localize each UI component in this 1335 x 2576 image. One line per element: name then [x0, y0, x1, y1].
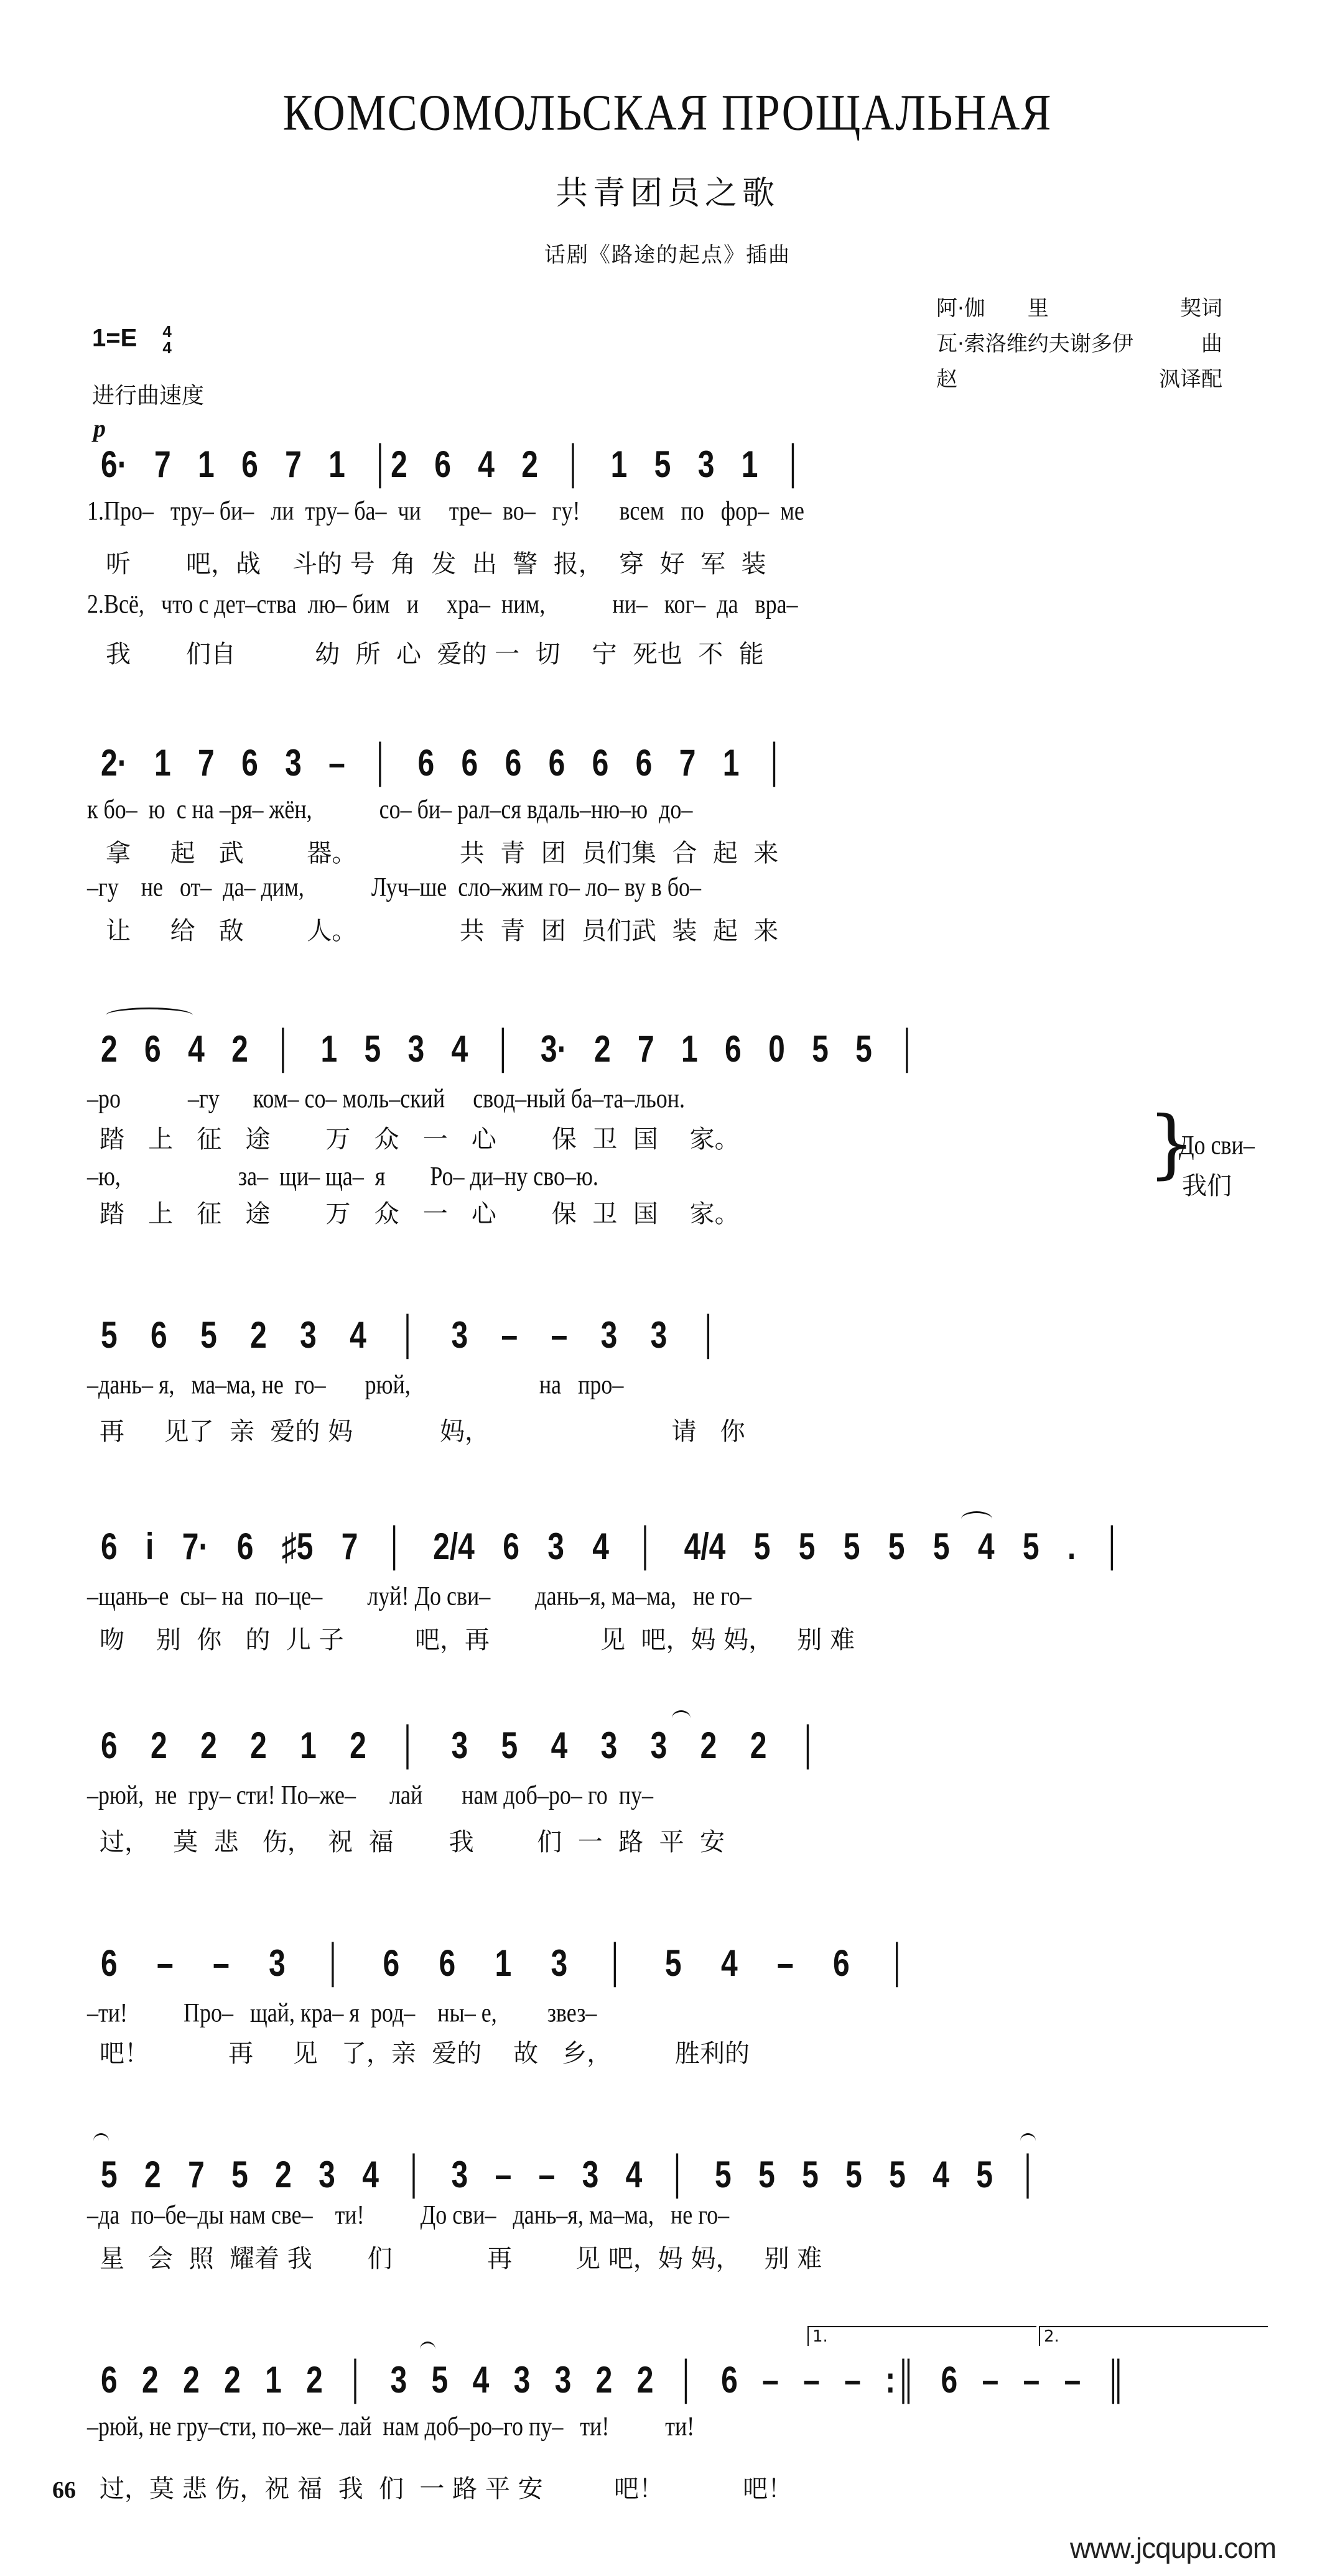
- score-system-2: [87, 740, 1288, 976]
- lyric-zh: 再 见了 亲 爱的 妈 妈， 请 你: [100, 1417, 745, 1446]
- credit-role: 曲: [1201, 331, 1222, 356]
- credit-lyricist: [936, 291, 1222, 327]
- score-system-6: [87, 1704, 1288, 1866]
- song-source: 话剧《路途的起点》插曲: [544, 243, 791, 267]
- credit-composer: [936, 327, 1222, 362]
- credit-name: 阿·伽 里: [936, 296, 1049, 321]
- notes-line: 2· 1 7 6 3 – │ 6 6 6 6 6 6 7 1 │: [101, 743, 785, 784]
- credit-role: 沨译配: [1159, 367, 1222, 392]
- lyric-zh: 吻 别 你 的 儿 子 吧，再 见 吧，妈 妈， 别 难: [100, 1626, 855, 1654]
- song-subtitle: 共青团员之歌: [555, 175, 779, 212]
- lyric-verse2-ru: 2.Всё, что с дет–ства лю– бим и хра– ним, ни– ког– да вра–: [87, 589, 798, 619]
- lyric-verse2-zh: 我 们自 幼 所 心 爱的 一 切 宁 死也 不 能: [106, 640, 764, 669]
- page-number: 66: [52, 2477, 76, 2503]
- key-label: 1=E: [92, 324, 137, 352]
- score-system-9: [87, 2326, 1288, 2513]
- lyric-verse1-ru: 1.Про– тру– би– ли тру– ба– чи тре– во– гу! всем по фор– ме: [87, 496, 804, 526]
- lyric-verse1-zh: 踏 上 征 途 万 众 一 心 保 卫 国 家。: [100, 1125, 740, 1154]
- lyric-verse1-ru: к бо– ю с на –ря– жён, со– би– рал–ся вдаль–ню–ю до–: [87, 794, 693, 824]
- brace-text-ru: До сви–: [1179, 1130, 1255, 1160]
- credit-role: 契词: [1180, 296, 1222, 321]
- lyric-zh: 过， 莫 悲 伤， 祝 福 我 们 一 路 平 安: [100, 1828, 725, 1856]
- notes-line: 6 i 7· 6 ♯5 7 │ 2/4 6 3 4 │ 4/4 5 5 5 5 5 4 5 . │: [101, 1526, 1123, 1568]
- time-bottom: 4: [162, 338, 172, 357]
- watermark: www.jcqupu.com: [1070, 2532, 1277, 2564]
- lyric-verse2-ru: –ю, за– щи– ща– я Ро– ди–ну сво–ю.: [87, 1161, 598, 1191]
- key-signature: [92, 323, 172, 356]
- tempo-marking: 进行曲速度: [92, 383, 205, 409]
- score-system-1: [87, 442, 1288, 690]
- lyric-ru: –рюй, не гру– сти! По–же– лай нам доб–ро– го пу–: [87, 1780, 654, 1810]
- slur: [106, 1008, 193, 1023]
- credit-name: 瓦·索洛维约夫谢多伊: [936, 331, 1133, 356]
- notes-line: 5 6 5 2 3 4 │ 3 – – 3 3 │: [101, 1315, 719, 1356]
- lyric-verse1-ru: –ро –гу ком– со– моль–ский свод–ный ба–та–льон.: [87, 1083, 686, 1113]
- credit-name: 赵: [936, 367, 957, 392]
- score-system-3: [87, 1008, 1288, 1269]
- slur: [961, 1511, 992, 1527]
- brace: }: [1148, 1101, 1196, 1187]
- lyric-verse2-zh: 踏 上 征 途 万 众 一 心 保 卫 国 家。: [100, 1200, 740, 1228]
- slur: [672, 1710, 691, 1726]
- time-top: 4: [162, 322, 172, 341]
- credits: [936, 291, 1222, 397]
- score-system-5: [87, 1505, 1288, 1667]
- lyric-verse2-zh: 让 给 敌 人。 共 青 团 员们武 装 起 来: [106, 917, 779, 945]
- brace-text-zh: 我们: [1182, 1172, 1232, 1200]
- lyric-ru: –да по–бе–ды нам све– ти! До сви– дань–я, ма–ма, не го–: [87, 2200, 730, 2230]
- notes-line: 6 – – 3 │ 6 6 1 3 │ 5 4 – 6 │: [101, 1943, 908, 1985]
- slur: [93, 2133, 109, 2149]
- time-signature: [162, 323, 171, 356]
- slur: [420, 2342, 435, 2357]
- score-system-7: [87, 1928, 1288, 2090]
- song-title: КОМСОМОЛЬСКАЯ ПРОЩАЛЬНАЯ: [282, 83, 1053, 141]
- lyric-ru: –рюй, не гру–сти, по–же– лай нам доб–ро–го пу– ти! ти!: [87, 2411, 695, 2441]
- volta-1: 1.: [807, 2326, 1036, 2346]
- lyric-verse1-zh: 拿 起 武 器。 共 青 团 员们集 合 起 来: [106, 839, 779, 868]
- lyric-zh: 过，莫 悲 伤，祝 福 我 们 一 路 平 安 吧！ 吧！: [100, 2475, 793, 2503]
- lyric-zh: 吧！ 再 见 了，亲 爱的 故 乡， 胜利的: [100, 2039, 750, 2068]
- lyric-verse2-ru: –гу не от– да– дим, Луч–ше сло–жим го– ло– ву в бо–: [87, 872, 702, 902]
- lyric-verse1-zh: 听 吧，战 斗的 号 角 发 出 警 报， 穿 好 军 装: [106, 550, 766, 578]
- notes-line: 6 2 2 2 1 2 │ 3 5 4 3 3 2 2 │: [101, 1725, 819, 1767]
- dynamic-marking: p: [93, 414, 106, 442]
- credit-translator: [936, 362, 1222, 397]
- slur: [1020, 2133, 1036, 2149]
- notes-line: 6· 7 1 6 7 1 │2 6 4 2 │ 1 5 3 1 │: [101, 444, 804, 486]
- notes-line: 5 2 7 5 2 3 4 │ 3 – – 3 4 │ 5 5 5 5 5 4 5 │: [101, 2154, 1039, 2196]
- lyric-ru: –дань– я, ма–ма, не го– рюй, на про–: [87, 1369, 624, 1399]
- notes-line: 6 2 2 2 1 2 │ 3 5 4 3 3 2 2 │ 6 – – – :║ 6 – – – ║: [101, 2360, 1127, 2401]
- lyric-ru: –щань–е сы– на по–це– луй! До сви– дань–я, ма–ма, не го–: [87, 1581, 751, 1611]
- notes-line: 2 6 4 2 │ 1 5 3 4 │ 3· 2 7 1 6 0 5 5 │: [101, 1029, 918, 1070]
- lyric-zh: 星 会 照 耀着 我 们 再 见 吧，妈 妈， 别 难: [100, 2245, 822, 2273]
- score-system-4: [87, 1300, 1288, 1462]
- score-system-8: [87, 2133, 1288, 2295]
- lyric-ru: –ти! Про– щай, кра– я род– ны– е, звез–: [87, 1998, 597, 2027]
- volta-2: 2.: [1039, 2326, 1268, 2346]
